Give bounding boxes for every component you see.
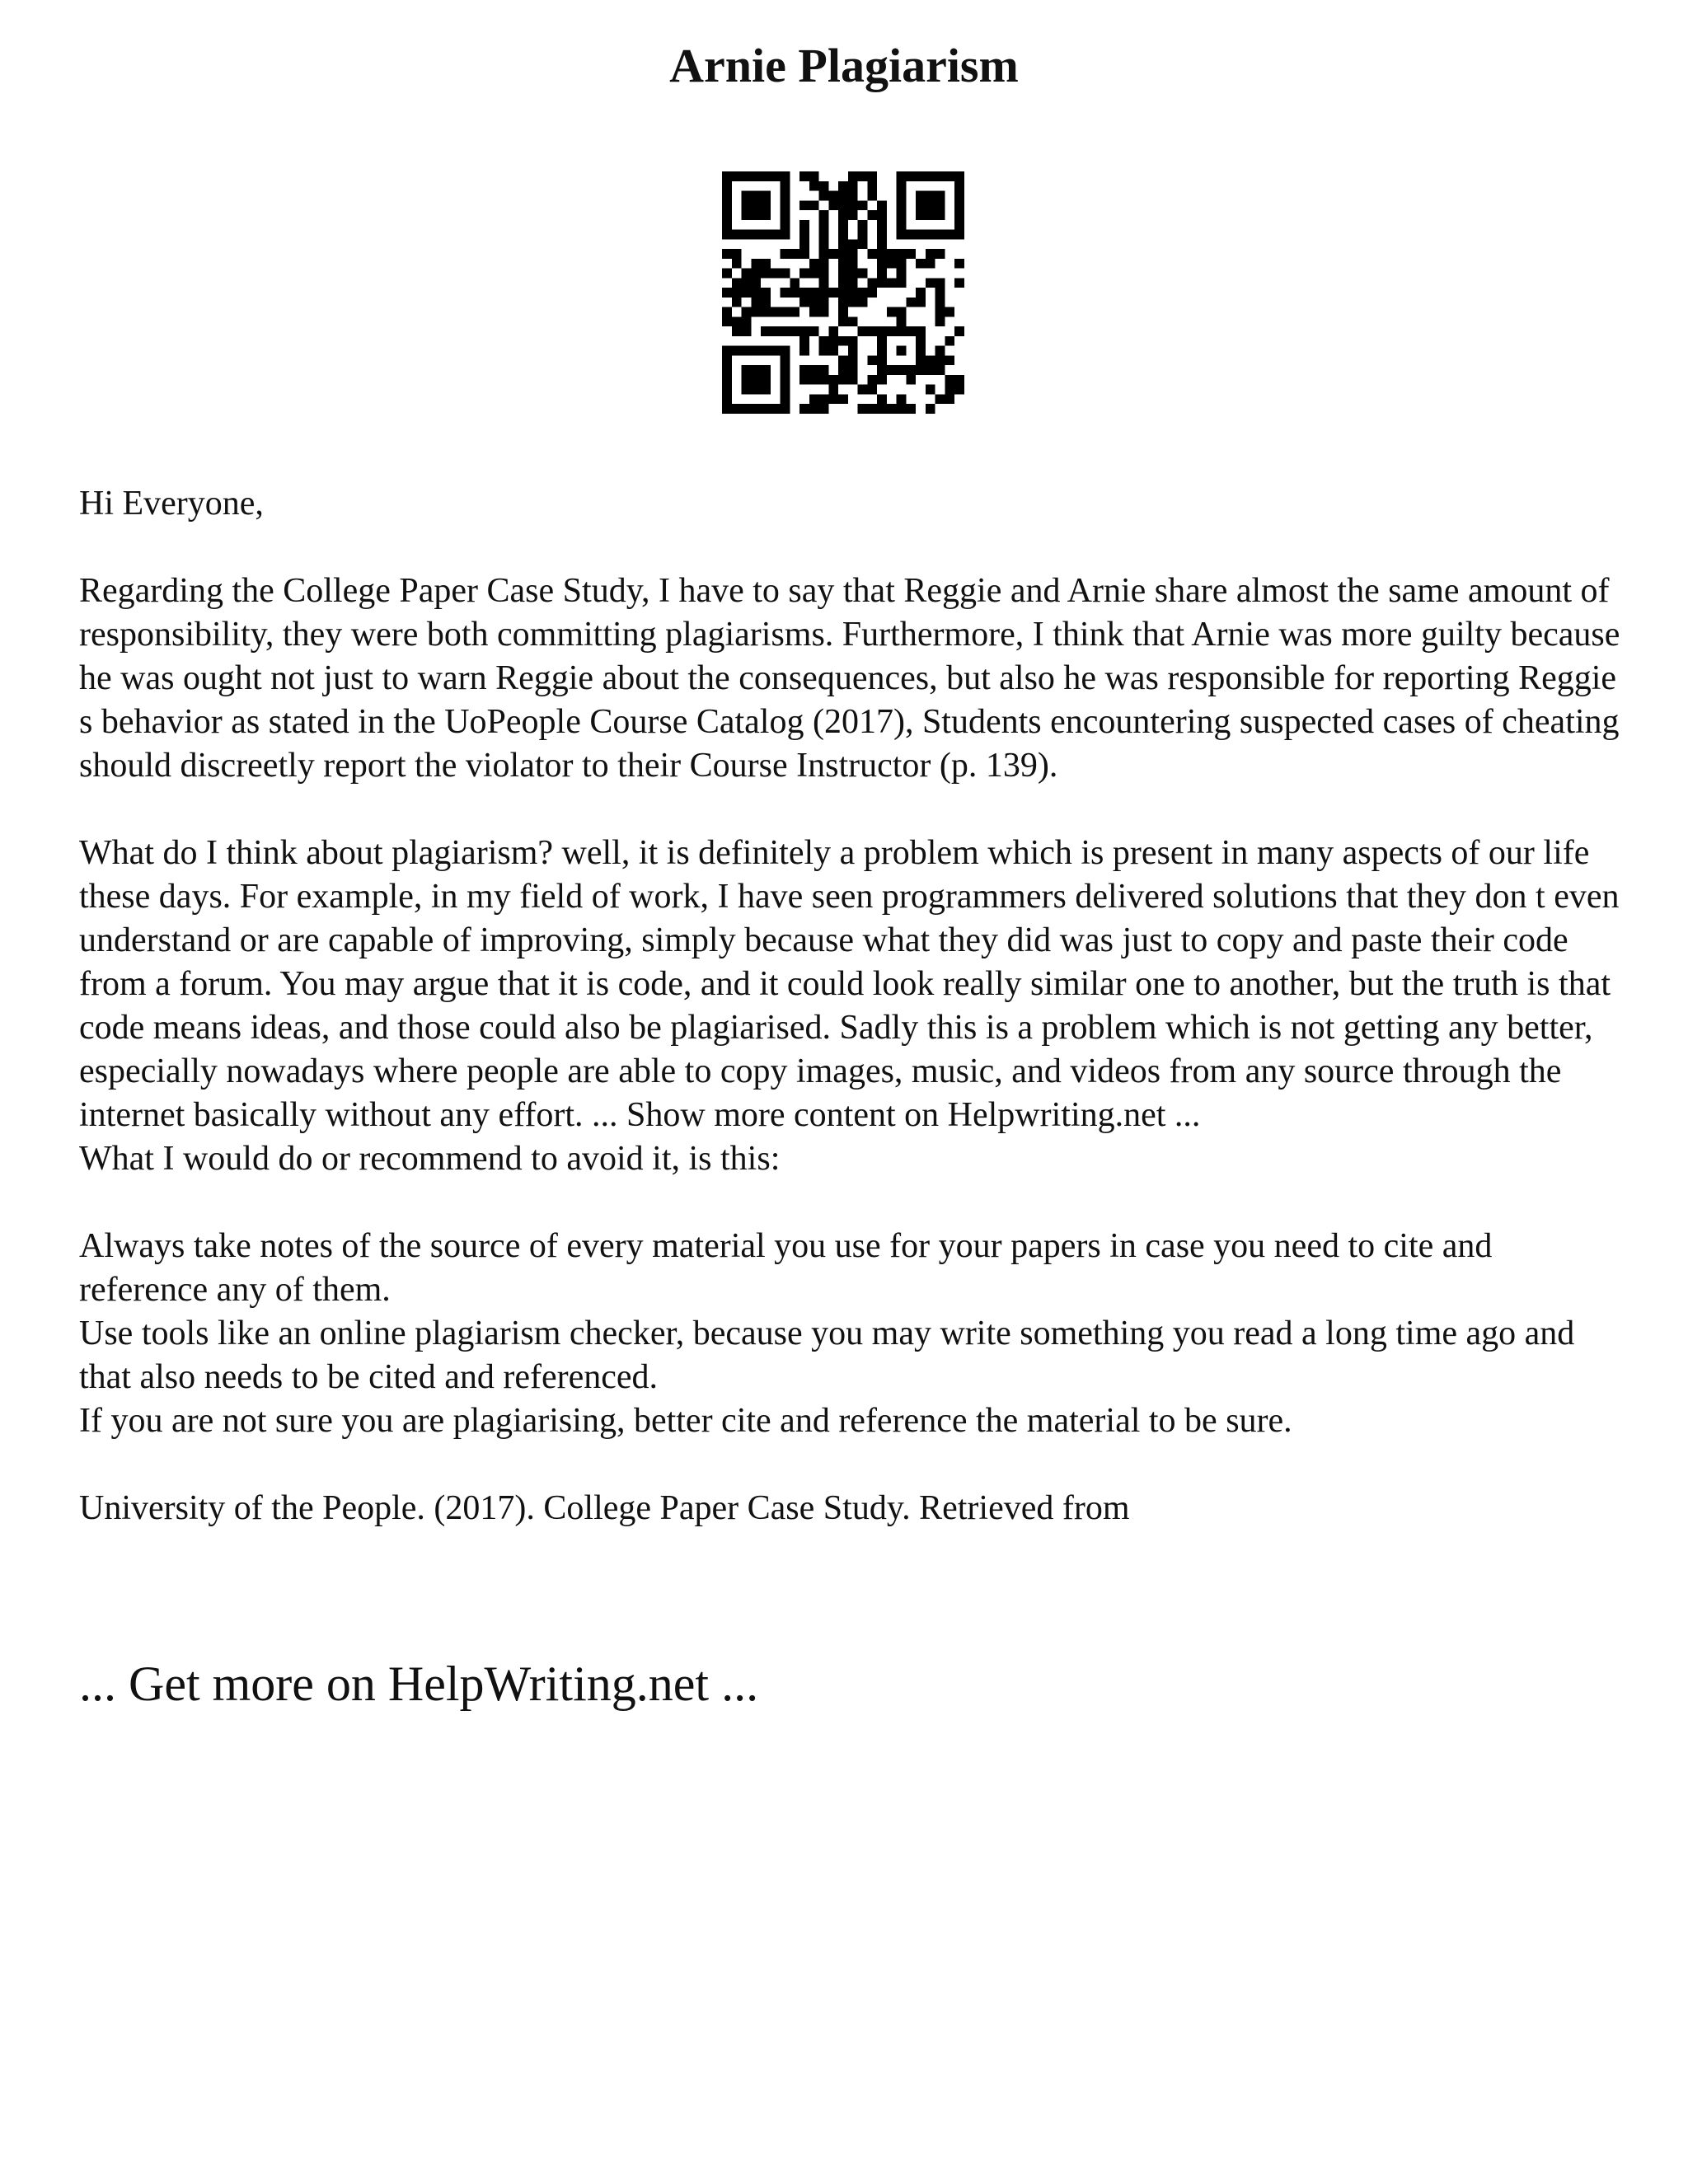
document-title: Arnie Plagiarism [669,39,1019,92]
qr-code [722,171,964,414]
tip-item: Always take notes of the source of every material you use for your papers in case you need to cite and reference any of them. [79,1227,1493,1309]
tip-item: Use tools like an online plagiarism checker, because you may write something you read a long time ago and that also needs to be cited and referenced. [79,1315,1575,1396]
get-more-link[interactable]: ... Get more on HelpWriting.net ... [79,1657,759,1711]
paragraph-responsibility: Regarding the College Paper Case Study, I have to say that Reggie and Arnie share almost the same amount of responsibility, they were both committing plagiarisms. Furthermore, I think that Arnie was more guilty because he was ought not just to warn Reggie about the consequences, but also he was responsible for reporting Reggie s behavior as stated in the UoPeople Course Catalog (2017), Students encountering suspected cases of cheating should discreetly report the violator to their Course Instructor (p. 139). [79,572,1620,785]
recommend-intro: What I would do or recommend to avoid it, is this: [79,1140,781,1178]
greeting: Hi Everyone, [79,485,264,523]
paragraph-opinion: What do I think about plagiarism? well, it is definitely a problem which is present in many aspects of our life these days. For example, in my field of work, I have seen programmers delivered solutions that they don t even understand or are capable of improving, simply because what they did was just to copy and paste their code from a forum. You may argue that it is code, and it could look really similar one to another, but the truth is that code means ideas, and those could also be plagiarised. Sadly this is a problem which is not getting any better, especially nowadays where people are able to copy images, music, and videos from any source through the internet basically without any effort. ... Show more content on Helpwriting.net ... [79,834,1620,1134]
reference: University of the People. (2017). College Paper Case Study. Retrieved from [79,1489,1130,1527]
qr-code-graphic [722,171,964,414]
document-body [79,482,1629,1530]
tip-item: If you are not sure you are plagiarising, better cite and reference the material to be sure. [79,1402,1292,1440]
